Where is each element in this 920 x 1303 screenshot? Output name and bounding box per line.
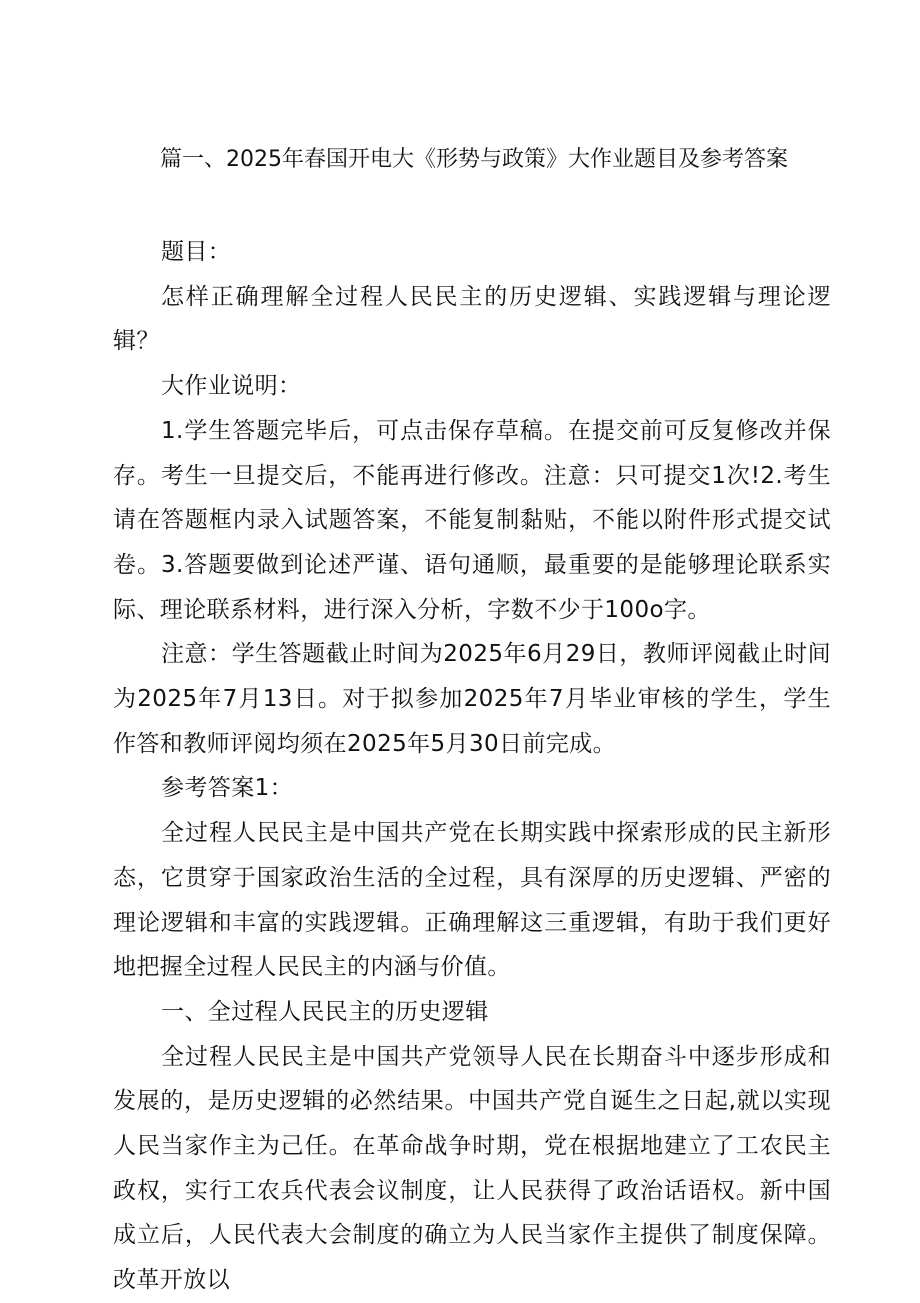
- document-body: [113, 230, 831, 1303]
- instructions-text: 1.学生答题完毕后，可点击保存草稿。在提交前可反复修改并保存。考生一旦提交后，不能再进行修改。注意：只可提交1次!2.考生请在答题框内录入试题答案，不能复制黏贴，不能以附件形式提交试卷。3.答题要做到论述严谨、语句通顺，最重要的是能够理论联系实际、理论联系材料，进行深入分析，字数不少于100o字。: [113, 417, 831, 623]
- question-text: 怎样正确理解全过程人民民主的历史逻辑、实践逻辑与理论逻辑？: [113, 283, 831, 355]
- question-heading: 题目：: [161, 239, 232, 265]
- deadline-note: 注意：学生答题截止时间为2025年6月29日，教师评阅截止时间为2025年7月13日。对于拟参加2025年7月毕业审核的学生，学生作答和教师评阅均须在2025年5月30日前完成。: [113, 641, 831, 757]
- section-text-history: 全过程人民民主是中国共产党领导人民在长期奋斗中逐步形成和发展的，是历史逻辑的必然结果。中国共产党自诞生之日起,就以实现人民当家作主为己任。在革命战争时期，党在根据地建立了工农民主政权，实行工农兵代表会议制度，让人民获得了政治话语权。新中国成立后，人民代表大会制度的确立为人民当家作主提供了制度保障。改革开放以: [113, 1043, 831, 1294]
- section-heading-history: 一、全过程人民民主的历史逻辑: [161, 998, 489, 1025]
- answer-heading: 参考答案1：: [161, 775, 294, 802]
- instructions-heading: 大作业说明：: [161, 373, 302, 400]
- answer-intro: 全过程人民民主是中国共产党在长期实践中探索形成的民主新形态，它贯穿于国家政治生活的全过程，具有深厚的历史逻辑、严密的理论逻辑和丰富的实践逻辑。正确理解这三重逻辑，有助于我们更好地把握全过程人民民主的内涵与价值。: [113, 820, 831, 981]
- document-title: 篇一、2025年春国开电大《形势与政策》大作业题目及参考答案: [160, 147, 788, 172]
